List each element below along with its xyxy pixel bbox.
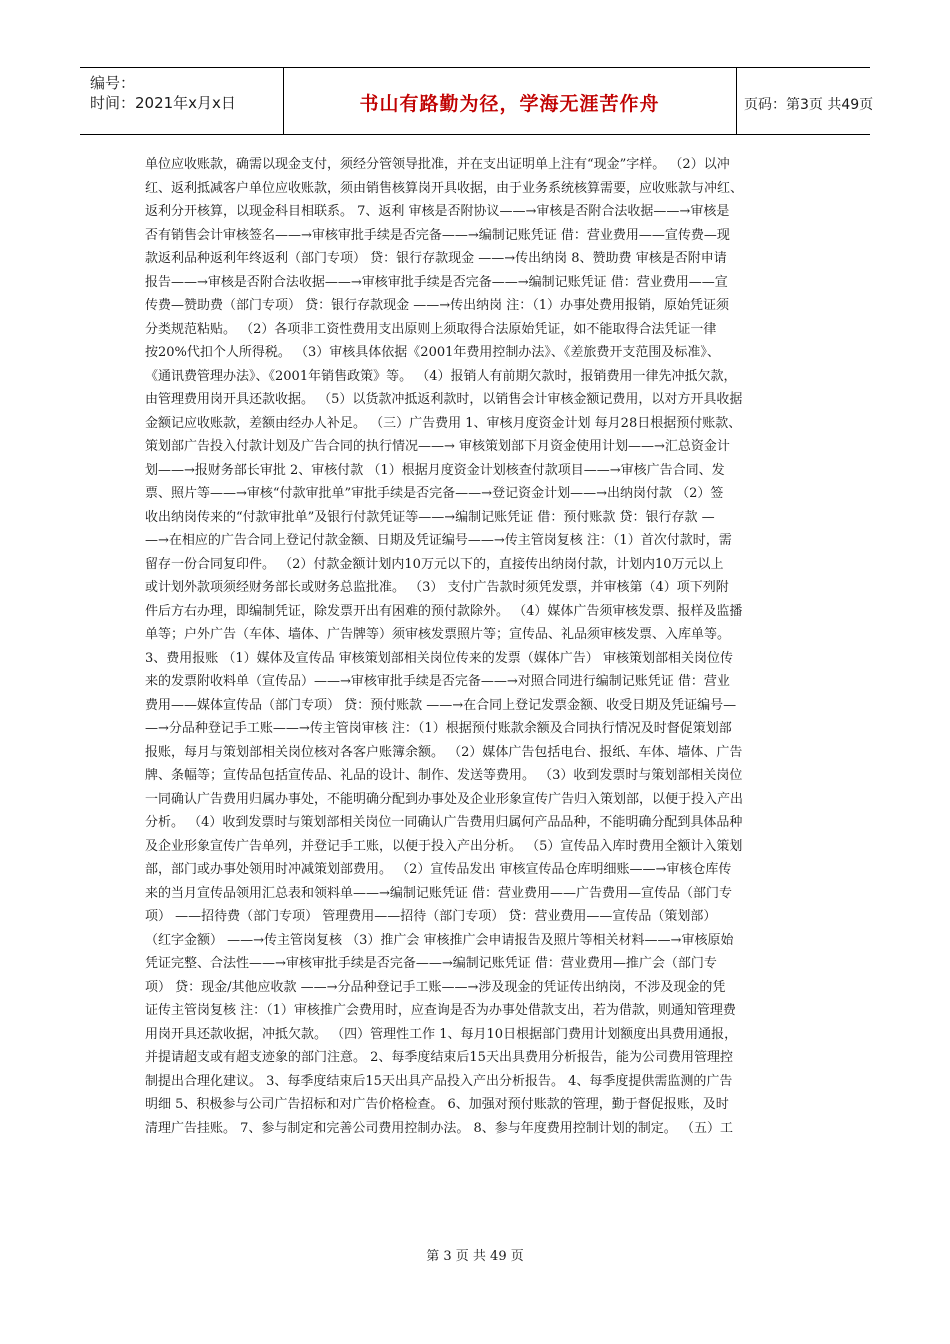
body-text-line: 分类规范粘贴。 （2）各项非工资性费用支出原则上须取得合法原始凭证，如不能取得合法凭证一律 xyxy=(145,321,717,337)
body-text-line: 按20%代扣个人所得税。 （3）审核具体依据《2001年费用控制办法》、《差旅费开支范围及标准》、 xyxy=(145,345,720,360)
body-text-line: 来的当月宣传品领用汇总表和领料单——→编制记账凭证 借：营业费用——广告费用—宣传品（部门专 xyxy=(145,885,733,901)
body-text-line: 否有销售会计审核签名——→审核审批手续是否完备——→编制记账凭证 借：营业费用——宣传费—现 xyxy=(145,227,730,243)
header-page-cell xyxy=(736,68,874,134)
body-text-line: 用岗开具还款收据，冲抵欠款。 （四）管理性工作 1、每月10日根据部门费用计划额度出具费用通报， xyxy=(145,1026,738,1042)
body-text-line: （红字金额） ——→传主管岗复核 （3）推广会 审核推广会申请报告及照片等相关材料——→审核原始 xyxy=(145,932,734,948)
body-text-line: 牌、条幅等；宣传品包括宣传品、礼品的设计、制作、发送等费用。 （3）收到发票时与策划部相关岗位 xyxy=(145,768,743,783)
body-text-line: 制提出合理化建议。 3、每季度结束后15天出具产品投入产出分析报告。 4、每季度提供需监测的广告 xyxy=(145,1073,733,1089)
body-text-line: 一同确认广告费用归属办事处，不能明确分配到办事处及企业形象宣传广告归入策划部，以便于投入产出 xyxy=(145,791,744,807)
body-text-line: 清理广告挂账。 7、参与制定和完善公司费用控制办法。 8、参与年度费用控制计划的制定。 （五）工 xyxy=(145,1120,733,1136)
body-text-line: 项） ——招待费（部门专项） 管理费用——招待（部门专项） 贷：营业费用——宣传品（策划部） xyxy=(145,909,717,924)
body-text-line: 分析。 （4）收到发票时与策划部相关岗位一同确认广告费用归属何产品品种，不能明确分配到具体品种 xyxy=(145,815,743,830)
body-text-line: —→在相应的广告合同上登记付款金额、日期及凭证编号——→传主管岗复核 注：（1）首次付款时，需 xyxy=(145,533,732,548)
body-text-line: 报告——→审核是否附合法收据——→审核审批手续是否完备——→编制记账凭证 借：营业费用——宣 xyxy=(145,274,728,290)
body-text-line: 红、返利抵减客户单位应收账款，须由销售核算岗开具收据，由于业务系统核算需要，应收账款与冲红、 xyxy=(145,180,744,196)
header-page-info: 页码：第3页 共49页 xyxy=(744,97,874,113)
document-time-label: 时间：2021年x月x日 xyxy=(90,94,236,112)
body-text-line: 凭证完整、合法性——→审核审批手续是否完备——→编制记账凭证 借：营业费用—推广会（部门专 xyxy=(145,956,717,971)
body-text-line: 返利分开核算，以现金科目相联系。 7、返利 审核是否附协议——→审核是否附合法收据——→审核是 xyxy=(145,204,730,219)
header-motto-cell xyxy=(283,68,737,134)
body-text-line: 留存一份合同复印件。 （2）付款金额计划内10万元以下的，直接传出纳岗付款，计划内10万元以上 xyxy=(145,556,724,572)
body-text-line: 费用——媒体宣传品（部门专项） 贷：预付账款 ——→在合同上登记发票金额、收受日期及凭证编号— xyxy=(145,697,737,713)
page-footer: 第 3 页 共 49 页 xyxy=(426,1249,524,1264)
body-text-line: 或计划外款项须经财务部长或财务总监批准。 （3） 支付广告款时须凭发票，并审核第（4）项下列附 xyxy=(145,580,729,595)
document-number-label: 编号： xyxy=(90,74,136,92)
body-text-line: 及企业形象宣传广告单列，并登记手工账，以便于投入产出分析。 （5）宣传品入库时费用全额计入策划 xyxy=(145,838,743,854)
body-text-line: 票、照片等——→审核“付款审批单”审批手续是否完备——→登记资金计划——→出纳岗付款 （2）签 xyxy=(145,486,724,501)
body-text-line: 3、费用报账 （1）媒体及宣传品 审核策划部相关岗位传来的发票（媒体广告） 审核策划部相关岗位传 xyxy=(145,650,733,666)
body-text-line: 部，部门或办事处领用时冲减策划部费用。 （2）宣传品发出 审核宣传品仓库明细账——→审核仓库传 xyxy=(145,862,732,877)
body-text-line: 由管理费用岗开具还款收据。 （5）以货款冲抵返利款时，以销售会计审核金额记费用，以对方开具收据 xyxy=(145,392,743,407)
body-text-line: 明细 5、积极参与公司广告招标和对广告价格检查。 6、加强对预付账款的管理，勤于督促报账，及时 xyxy=(145,1097,729,1112)
body-text-line: 《通讯费管理办法》、《2001年销售政策》等。 （4）报销人有前期欠款时，报销费用一律先冲抵欠款， xyxy=(145,368,737,384)
body-text-line: 来的发票附收料单（宣传品）——→审核审批手续是否完备——→对照合同进行编制记账凭证 借：营业 xyxy=(145,674,730,689)
body-text-line: 收出纳岗传来的“付款审批单”及银行付款凭证等——→编制记账凭证 借：预付账款 贷：银行存款 — xyxy=(145,509,715,525)
header-meta-cell xyxy=(80,68,284,134)
body-text-line: 单等；户外广告（车体、墙体、广告牌等）须审核发票照片等；宣传品、礼品须审核发票、入库单等。 xyxy=(145,627,731,642)
body-text-line: 单位应收账款，确需以现金支付，须经分管领导批准，并在支出证明单上注有“现金”字样。 （2）以冲 xyxy=(145,157,730,172)
body-text-line: 策划部广告投入付款计划及广告合同的执行情况——→ 审核策划部下月资金使用计划——→汇总资金计 xyxy=(145,439,730,454)
body-text-line: 划——→报财务部长审批 2、审核付款 （1）根据月度资金计划核查付款项目——→审核广告合同、发 xyxy=(145,462,725,478)
body-text-line: 项） 贷：现金/其他应收款 ——→分品种登记手工账——→涉及现金的凭证传出纳岗，不涉及现金的凭 xyxy=(145,979,726,995)
body-text-line: 金额记应收账款，差额由经办人补足。 （三）广告费用 1、审核月度资金计划 每月28日根据预付账款、 xyxy=(145,415,742,431)
body-text-line: 报账，每月与策划部相关岗位核对各客户账簿余额。 （2）媒体广告包括电台、报纸、车体、墙体、广告 xyxy=(145,744,743,760)
body-text-line: 并提请超支或有超支迹象的部门注意。 2、每季度结束后15天出具费用分析报告，能为公司费用管理控 xyxy=(145,1050,733,1065)
page-header xyxy=(80,67,874,135)
body-text-line: 证传主管岗复核 注：（1）审核推广会费用时，应查询是否为办事处借款支出，若为借款，则通知管理费 xyxy=(145,1003,736,1018)
header-motto: 书山有路勤为径，学海无涯苦作舟 xyxy=(359,93,660,115)
body-text-line: 款返利品种返利年终返利（部门专项） 贷：银行存款现金 ——→传出纳岗 8、赞助费 审核是否附申请 xyxy=(145,251,727,266)
body-text-line: —→分品种登记手工账——→传主管岗审核 注：（1）根据预付账款余额及合同执行情况及时督促策划部 xyxy=(145,721,732,736)
body-text-line: 传费—赞助费（部门专项） 贷：银行存款现金 ——→传出纳岗 注：（1）办事处费用报销，原始凭证须 xyxy=(145,298,730,313)
body-text-line: 件后方右办理，即编制凭证，除发票开出有困难的预付款除外。 （4）媒体广告须审核发票、报样及监播 xyxy=(145,603,743,619)
document-body xyxy=(145,153,805,1140)
